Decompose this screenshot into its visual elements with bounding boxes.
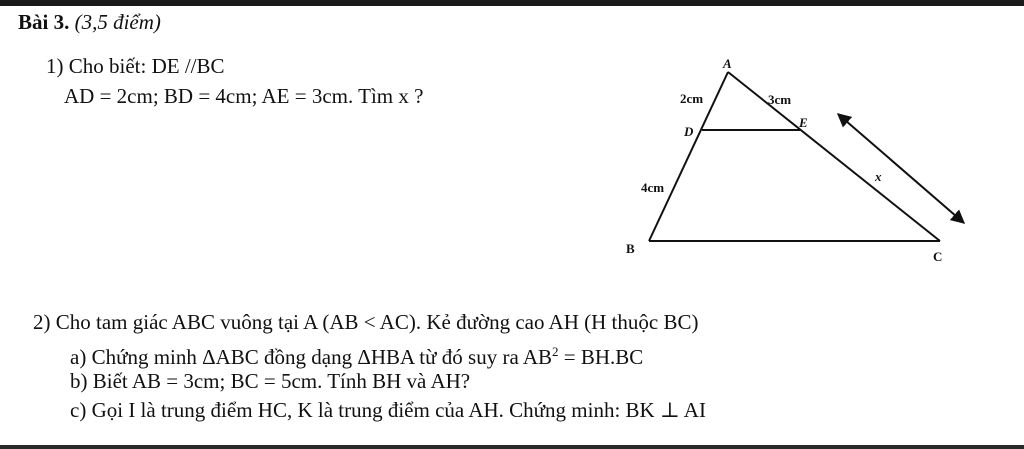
- point-b-label: B: [626, 241, 635, 256]
- part1-given: 1) Cho biết: DE //BC: [46, 54, 225, 78]
- point-a-label: A: [723, 56, 732, 71]
- point-d-label: D: [684, 124, 694, 139]
- side-ac: [728, 72, 940, 241]
- ad-length-label: 2cm: [680, 91, 704, 106]
- bd-length-label: 4cm: [641, 180, 665, 195]
- part1-values: AD = 2cm; BD = 4cm; AE = 3cm. Tìm x ?: [64, 84, 424, 108]
- x-length-arrow: [838, 114, 964, 223]
- part2-item-b: b) Biết AB = 3cm; BC = 5cm. Tính BH và AH?: [70, 369, 471, 393]
- part2-item-a: [70, 340, 643, 369]
- item-a-equation: = BH.BC: [558, 345, 644, 369]
- exercise-points: (3,5 điểm): [74, 10, 161, 34]
- item-a-text: a) Chứng minh ΔABC đồng dạng ΔHBA từ đó suy ra AB: [70, 345, 553, 369]
- part2-item-c: c) Gọi I là trung điểm HC, K là trung điểm của AH. Chứng minh: BK ⊥ AI: [70, 398, 706, 422]
- exercise-title: [18, 10, 161, 34]
- item-a-superscript: 2: [552, 344, 559, 359]
- bottom-border: [0, 445, 1024, 449]
- point-c-label: C: [933, 249, 943, 264]
- part2-intro: 2) Cho tam giác ABC vuông tại A (AB < AC). Kẻ đường cao AH (H thuộc BC): [33, 310, 699, 334]
- ae-length-label: 3cm: [768, 92, 792, 107]
- point-e-label: E: [799, 115, 808, 130]
- x-label: x: [875, 169, 882, 184]
- exercise-number: Bài 3.: [18, 10, 70, 34]
- triangle-figure: [600, 50, 980, 280]
- top-border: [0, 0, 1024, 6]
